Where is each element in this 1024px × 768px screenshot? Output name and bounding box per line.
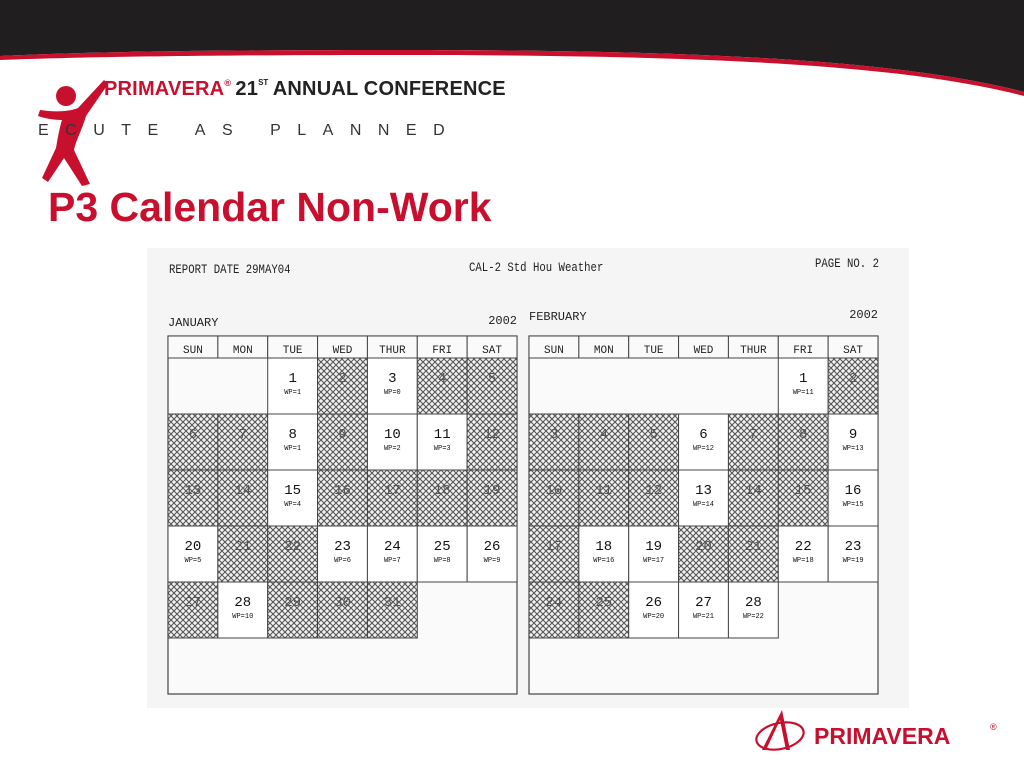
day-number: 25 xyxy=(595,595,613,611)
work-period-label: WP=0 xyxy=(383,389,401,397)
registered-mark: ® xyxy=(224,78,231,88)
day-number: 22 xyxy=(284,539,302,555)
tagline: ECUTE AS PLANNED xyxy=(38,122,462,139)
conference-number: 21 xyxy=(235,78,259,100)
day-header-tue: TUE xyxy=(643,345,664,357)
day-number: 11 xyxy=(433,427,451,443)
work-period-label: WP=18 xyxy=(792,557,814,565)
work-period-label: WP=20 xyxy=(643,613,665,621)
day-number: 25 xyxy=(433,539,451,555)
work-period-label: WP=8 xyxy=(433,557,451,565)
work-period-label: WP=9 xyxy=(483,557,501,565)
report-date: REPORT DATE 29MAY04 xyxy=(169,262,291,277)
page-number: PAGE NO. 2 xyxy=(815,256,879,271)
day-number: 3 xyxy=(388,371,397,387)
day-number: 30 xyxy=(334,595,351,611)
day-number: 2 xyxy=(848,371,858,387)
day-number: 12 xyxy=(645,483,663,499)
day-number: 17 xyxy=(383,483,401,499)
day-number: 3 xyxy=(549,427,559,443)
month-calendar-february xyxy=(529,308,878,694)
day-number: 11 xyxy=(595,483,613,499)
footer-registered-mark: ® xyxy=(990,722,997,732)
work-period-label: WP=22 xyxy=(742,613,764,621)
day-header-sun: SUN xyxy=(544,345,564,357)
day-number: 1 xyxy=(799,371,808,387)
work-period-label: WP=1 xyxy=(284,389,302,397)
work-period-label: WP=2 xyxy=(383,445,401,453)
day-number: 27 xyxy=(695,595,712,611)
day-number: 14 xyxy=(744,483,762,499)
day-number: 26 xyxy=(483,539,501,555)
day-number: 26 xyxy=(645,595,663,611)
day-header-sun: SUN xyxy=(183,345,203,357)
day-number: 31 xyxy=(383,595,401,611)
work-period-label: WP=3 xyxy=(433,445,451,453)
day-header-sat: SAT xyxy=(482,345,502,357)
day-number: 16 xyxy=(844,483,862,499)
work-period-label: WP=13 xyxy=(842,445,864,453)
day-number: 13 xyxy=(184,483,202,499)
day-header-tue: TUE xyxy=(282,345,303,357)
day-number: 20 xyxy=(184,539,202,555)
day-header-fri: FRI xyxy=(793,345,814,357)
day-number: 4 xyxy=(599,427,608,443)
day-header-thur: THUR xyxy=(379,345,406,357)
day-header-thur: THUR xyxy=(740,345,767,357)
work-period-label: WP=7 xyxy=(383,557,401,565)
month-name: JANUARY xyxy=(168,316,219,330)
work-period-label: WP=17 xyxy=(643,557,665,565)
conference-name: ANNUAL CONFERENCE xyxy=(272,78,506,100)
day-number: 5 xyxy=(487,371,497,387)
day-number: 9 xyxy=(848,427,858,443)
conference-brand: PRIMAVERA xyxy=(104,78,225,100)
day-number: 18 xyxy=(433,483,451,499)
day-number: 2 xyxy=(338,371,347,387)
day-header-fri: FRI xyxy=(432,345,453,357)
day-number: 17 xyxy=(545,539,563,555)
day-number: 10 xyxy=(383,427,401,443)
day-number: 21 xyxy=(234,539,252,555)
day-number: 23 xyxy=(334,539,351,555)
conference-ordinal: ST xyxy=(258,78,269,87)
work-period-label: WP=10 xyxy=(232,613,254,621)
work-period-label: WP=15 xyxy=(842,501,864,509)
day-header-mon: MON xyxy=(232,345,253,357)
conference-title xyxy=(104,78,506,106)
calendar-grids xyxy=(147,248,909,708)
work-period-label: WP=5 xyxy=(184,557,202,565)
slide-title: P3 Calendar Non-Work xyxy=(48,184,492,230)
day-number: 23 xyxy=(844,539,862,555)
day-number: 14 xyxy=(234,483,252,499)
work-period-label: WP=4 xyxy=(284,501,302,509)
calendar-name: CAL-2 Std Hou Weather xyxy=(469,260,604,275)
day-number: 28 xyxy=(234,595,252,611)
day-number: 24 xyxy=(545,595,563,611)
primavera-footer-logo xyxy=(752,706,1002,760)
day-number: 24 xyxy=(383,539,401,555)
day-number: 8 xyxy=(799,427,808,443)
day-number: 29 xyxy=(284,595,302,611)
work-period-label: WP=12 xyxy=(692,445,715,453)
work-period-label: WP=19 xyxy=(842,557,864,565)
work-period-label: WP=11 xyxy=(792,389,814,397)
work-period-label: WP=6 xyxy=(334,557,351,565)
day-number: 4 xyxy=(438,371,447,387)
day-number: 19 xyxy=(483,483,501,499)
work-period-label: WP=21 xyxy=(692,613,715,621)
day-number: 7 xyxy=(238,427,247,443)
month-name: FEBRUARY xyxy=(529,310,587,324)
day-header-mon: MON xyxy=(593,345,614,357)
day-number: 27 xyxy=(184,595,202,611)
day-number: 21 xyxy=(744,539,762,555)
day-number: 22 xyxy=(794,539,812,555)
day-number: 13 xyxy=(695,483,712,499)
calendar-report-scan xyxy=(147,248,909,708)
footer-brand: PRIMAVERA xyxy=(814,723,951,749)
work-period-label: WP=16 xyxy=(593,557,615,565)
work-period-label: WP=14 xyxy=(692,501,715,509)
day-number: 12 xyxy=(483,427,501,443)
day-number: 5 xyxy=(649,427,658,443)
day-number: 6 xyxy=(188,427,198,443)
day-number: 28 xyxy=(744,595,762,611)
month-year: 2002 xyxy=(849,308,878,322)
day-number: 20 xyxy=(695,539,712,555)
day-number: 7 xyxy=(749,427,758,443)
day-number: 19 xyxy=(645,539,663,555)
month-calendar-january xyxy=(168,314,517,694)
day-number: 16 xyxy=(334,483,351,499)
day-number: 6 xyxy=(699,427,708,443)
day-number: 8 xyxy=(288,427,297,443)
day-number: 9 xyxy=(338,427,347,443)
day-header-wed: WED xyxy=(332,345,353,357)
day-header-wed: WED xyxy=(693,345,714,357)
day-number: 18 xyxy=(595,539,613,555)
day-number: 15 xyxy=(284,483,302,499)
day-number: 15 xyxy=(794,483,812,499)
work-period-label: WP=1 xyxy=(284,445,302,453)
day-header-sat: SAT xyxy=(843,345,863,357)
month-year: 2002 xyxy=(488,314,517,328)
day-number: 1 xyxy=(288,371,297,387)
day-number: 10 xyxy=(545,483,563,499)
